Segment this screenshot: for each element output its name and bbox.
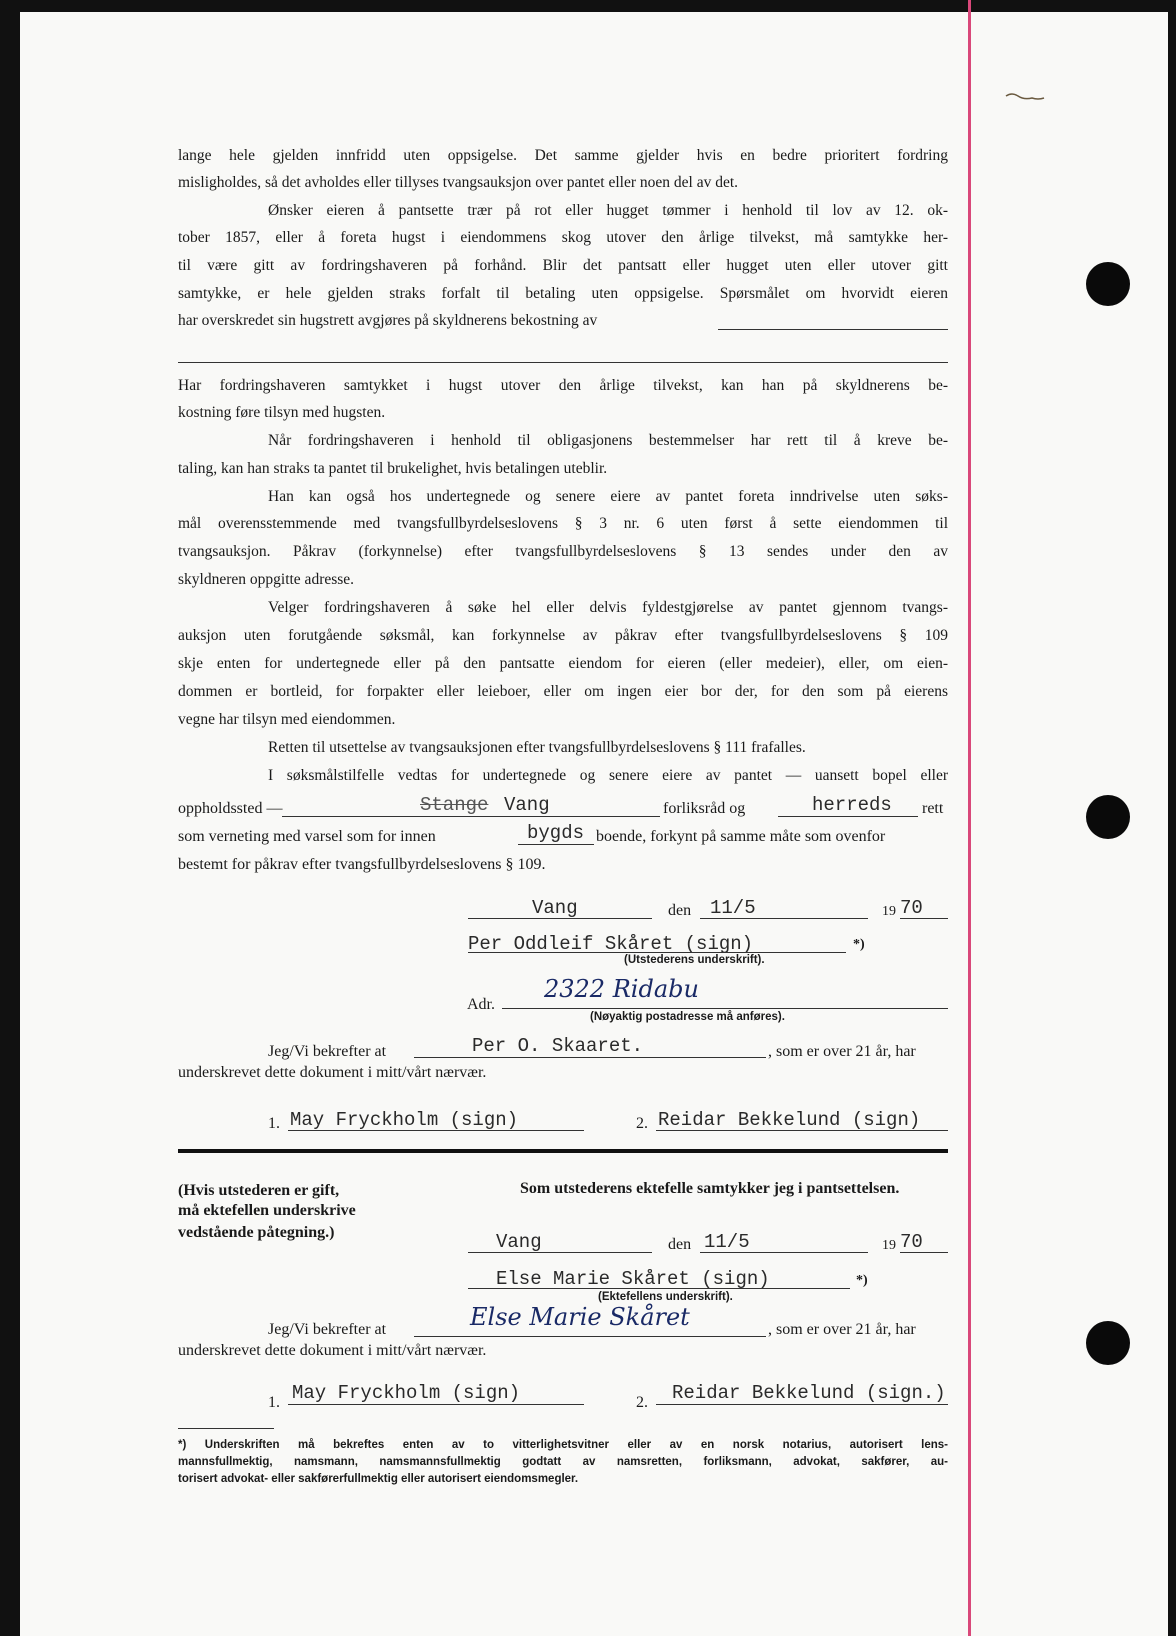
body-line: vegne har tilsyn med eiendommen. [178, 711, 396, 728]
spouse-witness2-name: Reidar Bekkelund (sign.) [672, 1382, 946, 1404]
signature-line [656, 1404, 948, 1405]
spouse-place: Vang [496, 1231, 542, 1253]
body-line: taling, kan han straks ta pantet til brukelighet, hvis betalingen uteblir. [178, 460, 608, 477]
body-line: skje enten for undertegnede eller på den pantsatte eiendom for eieren (eller medeier), eller, om eien- [178, 655, 948, 672]
issuer-year-prefix: 19 [882, 904, 896, 919]
scan-edge-left [0, 0, 20, 1636]
footnote-line: mannsfullmektig, namsmann, namsmannsfullmektig godtatt av namsretten, forliksmann, advokat, sakfører, au- [178, 1456, 948, 1468]
witness2-number: 2. [636, 1115, 648, 1132]
body-line: Han kan også hos undertegnede og senere eiere av pantet foreta inndrivelse uten søks- [268, 488, 948, 505]
witness2-name: Reidar Bekkelund (sign) [658, 1109, 921, 1131]
spouse-witness1-number: 1. [268, 1394, 280, 1411]
spouse-date: 11/5 [704, 1231, 750, 1253]
fill-line [900, 1252, 948, 1253]
signature-line [468, 1288, 850, 1289]
issuer-asterisk: *) [853, 937, 865, 952]
confirm-name: Per O. Skaaret. [472, 1035, 644, 1057]
body-line: Retten til utsettelse av tvangsauksjonen efter tvangsfullbyrdelseslovens § 111 frafalles. [268, 739, 806, 756]
body-line: Har fordringshaveren samtykket i hugst utover den årlige tilvekst, kan han på skyldnerens be- [178, 377, 948, 394]
spouse-note-3: vedstående påtegning.) [178, 1224, 335, 1241]
address-caption: (Nøyaktig postadresse må anføres). [590, 1011, 785, 1023]
witness1-name: May Fryckholm (sign) [290, 1109, 519, 1131]
fill-line [900, 918, 948, 919]
spouse-year: 70 [900, 1231, 923, 1253]
signature-line [288, 1130, 584, 1131]
footnote-line: torisert advokat- eller sakførerfullmektig eller autorisert eiendomsmegler. [178, 1473, 579, 1485]
fill-line [778, 816, 918, 817]
body-line: mål overensstemmende med tvangsfullbyrdelseslovens § 3 nr. 6 uten først å sette eiendommen til [178, 515, 948, 532]
punch-hole [1086, 795, 1130, 839]
body-line: auksjon uten forutgående søksmål, kan forkynnelse av påkrav efter tvangsfullbyrdelseslovens § 109 [178, 627, 948, 644]
spouse-note-2: må ektefellen underskrive [178, 1202, 356, 1219]
fill-line [414, 1057, 766, 1058]
footnote-rule [178, 1428, 274, 1429]
body-line: dommen er bortleid, for forpakter eller leieboer, eller om ingen eier bor der, for den som på eierens [178, 683, 948, 700]
section-divider [178, 1149, 948, 1153]
body-line: Når fordringshaveren i henhold til obligasjonens bestemmelser har rett til å kreve be- [268, 432, 948, 449]
body-line: samtykke, er hele gjelden straks forfalt til betaling uten oppsigelse. Spørsmålet om hvorvidt eieren [178, 285, 948, 302]
body-line: lange hele gjelden innfridd uten oppsigelse. Det samme gjelder hvis en bedre prioritert fordring [178, 147, 948, 164]
issuer-signature-caption: (Utstederens underskrift). [624, 954, 765, 966]
margin-line [968, 0, 971, 1636]
body-line: kostning føre tilsyn med hugsten. [178, 404, 386, 421]
fill-line [468, 1252, 652, 1253]
spouse-note-1: (Hvis utstederen er gift, [178, 1182, 340, 1199]
fill-line [178, 362, 948, 363]
fill-line [518, 844, 594, 845]
spouse-confirm-suffix: , som er over 21 år, har [768, 1321, 916, 1338]
spouse-witness1-name: May Fryckholm (sign) [292, 1382, 521, 1404]
fill-line [468, 918, 652, 919]
spouse-confirm-label: Jeg/Vi bekrefter at [268, 1321, 387, 1338]
footnote-line: *) Underskriften må bekreftes enten av to vitterlighetsvitner eller av en norsk notarius, autorisert lens- [178, 1439, 948, 1451]
fill-line [282, 816, 660, 817]
spouse-signature: Else Marie Skåret (sign) [496, 1268, 770, 1290]
signature-line [468, 952, 846, 953]
body-line: misligholdes, så det avholdes eller tillyses tvangsauksjon over pantet eller noen del av det. [178, 174, 739, 191]
scan-edge-top [0, 0, 1176, 12]
punch-hole [1086, 262, 1130, 306]
body-line: Velger fordringshaveren å søke hel eller delvis fyldestgjørelse av pantet gjennom tvangs- [268, 599, 948, 616]
venue-prefix: oppholdssted — [178, 800, 283, 817]
spouse-den: den [668, 1236, 692, 1253]
scan-edge-right [1168, 0, 1176, 1636]
signature-line [656, 1130, 948, 1131]
spouse-confirm-hand: Else Marie Skåret [470, 1303, 690, 1331]
spouse-year-prefix: 19 [882, 1238, 896, 1253]
issuer-year: 70 [900, 897, 923, 919]
issuer-signature: Per Oddleif Skåret (sign) [468, 933, 754, 955]
witness1-number: 1. [268, 1115, 280, 1132]
confirm-line2: underskrevet dette dokument i mitt/vårt nærvær. [178, 1064, 487, 1081]
body-line: til være gitt av fordringshaveren på forhånd. Blir det pantsatt eller hugget uten eller utover gitt [178, 257, 948, 274]
spouse-consent: Som utstederens ektefelle samtykker jeg i pantsettelsen. [520, 1180, 900, 1197]
fill-line [502, 1008, 948, 1009]
signature-line [288, 1404, 584, 1405]
adr-label: Adr. [467, 996, 495, 1013]
venue-district: bygds [527, 822, 585, 844]
venue-line2: som verneting med varsel som for innen [178, 828, 436, 845]
body-line: tvangsauksjon. Påkrav (forkynnelse) efter tvangsfullbyrdelseslovens § 13 sendes under den av [178, 543, 948, 560]
venue-suffix: rett [922, 800, 944, 817]
spouse-signature-caption: (Ektefellens underskrift). [598, 1291, 733, 1303]
venue-line2-suffix: boende, forkynt på samme måte som ovenfor [596, 828, 886, 845]
venue-place: Vang [504, 794, 550, 816]
venue-place-struck: Stange [420, 794, 489, 816]
venue-line3: bestemt for påkrav efter tvangsfullbyrdelseslovens § 109. [178, 856, 546, 873]
spouse-confirm-line2: underskrevet dette dokument i mitt/vårt nærvær. [178, 1342, 487, 1359]
venue-mid: forliksråd og [663, 800, 746, 817]
spouse-witness2-number: 2. [636, 1394, 648, 1411]
issuer-date: 11/5 [710, 897, 756, 919]
fill-line [700, 918, 868, 919]
issuer-address: 2322 Ridabu [544, 975, 699, 1003]
fill-line [718, 329, 948, 330]
spouse-asterisk: *) [856, 1273, 868, 1288]
punch-hole [1086, 1321, 1130, 1365]
venue-court: herreds [812, 794, 892, 816]
body-line: I søksmålstilfelle vedtas for undertegnede og senere eiere av pantet — uansett bopel eller [268, 767, 948, 784]
confirm-label: Jeg/Vi bekrefter at [268, 1043, 387, 1060]
confirm-suffix: , som er over 21 år, har [768, 1043, 916, 1060]
fill-line [700, 1252, 868, 1253]
fill-line [414, 1336, 766, 1337]
pencil-mark [1004, 90, 1048, 104]
body-line: Ønsker eieren å pantsette trær på rot eller hugget tømmer i henhold til lov av 12. ok- [268, 202, 948, 219]
body-line: tober 1857, eller å foreta hugst i eiendommens skog utover den årlige tilvekst, må samtykke her- [178, 229, 948, 246]
issuer-place: Vang [532, 897, 578, 919]
issuer-den: den [668, 902, 692, 919]
body-line: skyldneren oppgitte adresse. [178, 571, 355, 588]
body-line: har overskredet sin hugstrett avgjøres på skyldnerens bekostning av [178, 312, 598, 329]
